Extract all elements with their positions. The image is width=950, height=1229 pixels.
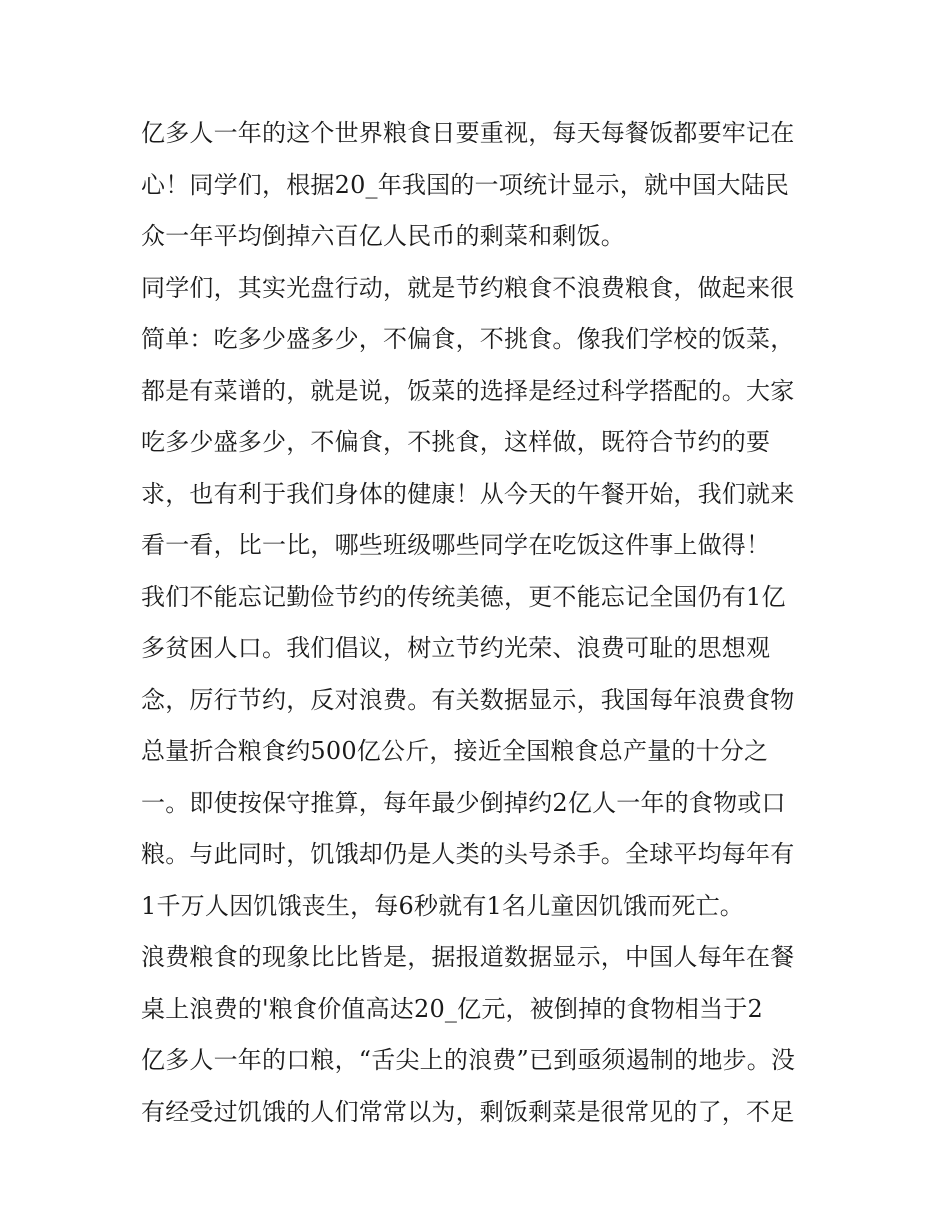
text-line: 多贫困人口。我们倡议，树立节约光荣、浪费可耻的思想观 [141, 634, 771, 662]
text-line: 同学们，其实光盘行动，就是节约粮食不浪费粮食，做起来很 [141, 273, 795, 302]
text-line: 1千万人因饥饿丧生，每6秒就有1名儿童因饥饿而死亡。 [141, 891, 745, 920]
text-line: 桌上浪费的'粮食价值高达20_亿元，被倒掉的食物相当于2 [141, 994, 764, 1023]
text-line: 吃多少盛多少，不偏食，不挑食，这样做，既符合节约的要 [141, 428, 771, 456]
text-line: 众一年平均倒掉六百亿人民币的剩菜和剩饭。 [141, 222, 625, 250]
text-line: 总量折合粮食约500亿公斤，接近全国粮食总产量的十分之 [141, 737, 769, 765]
text-line: 简单：吃多少盛多少，不偏食，不挑食。像我们学校的饭菜， [141, 325, 795, 353]
text-line: 浪费粮食的现象比比皆是，据报道数据显示，中国人每年在餐 [141, 943, 795, 971]
text-line: 求，也有利于我们身体的健康！从今天的午餐开始，我们就来 [141, 479, 795, 508]
body-text [141, 108, 821, 1138]
text-line: 看一看，比一比，哪些班级哪些同学在吃饭这件事上做得！ [141, 531, 771, 559]
text-line: 念，厉行节约，反对浪费。有关数据显示，我国每年浪费食物 [141, 685, 795, 714]
text-line: 粮。与此同时，饥饿却仍是人类的头号杀手。全球平均每年有 [141, 840, 795, 868]
text-line: 亿多人一年的这个世界粮食日要重视，每天每餐饭都要牢记在 [141, 119, 795, 147]
text-line: 一。即使按保守推算，每年最少倒掉约2亿人一年的食物或口 [141, 788, 786, 817]
text-line: 心！同学们，根据20_年我国的一项统计显示，就中国大陆民 [141, 170, 790, 199]
text-line: 亿多人一年的口粮，“舌尖上的浪费”已到亟须遏制的地步。没 [141, 1046, 796, 1074]
text-line: 都是有菜谱的，就是说，饭菜的选择是经过科学搭配的。大家 [141, 376, 795, 405]
text-line: 我们不能忘记勤俭节约的传统美德，更不能忘记全国仍有1亿 [141, 582, 786, 611]
text-line: 有经受过饥饿的人们常常以为，剩饭剩菜是很常见的了，不足 [141, 1097, 795, 1126]
